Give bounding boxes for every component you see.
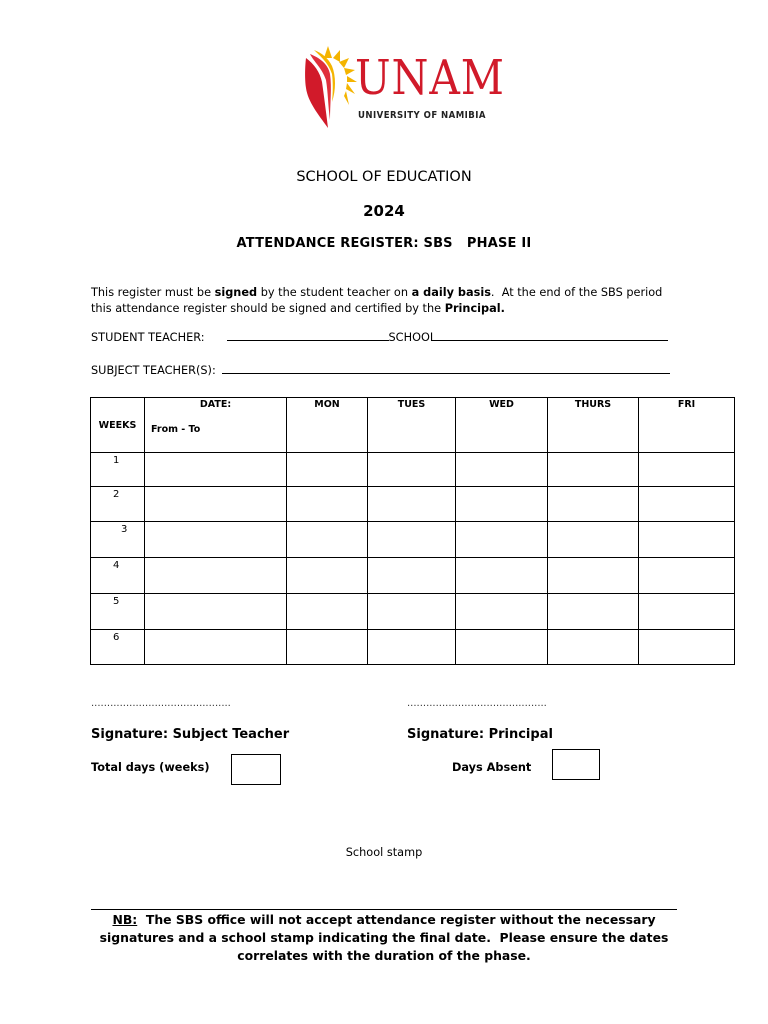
school-label: SCHOOL [388,331,437,344]
subject-teacher-signature-label: Signature: Subject Teacher [91,727,290,742]
intro-bold-daily: a daily basis [411,286,491,299]
nb-note [91,911,677,965]
table-row [91,487,735,522]
table-row [91,630,735,665]
tues-cell[interactable] [368,558,456,594]
mon-cell[interactable] [287,558,368,594]
wed-cell[interactable] [456,630,548,665]
intro-text-4: this attendance register should be signed and certified by the [91,301,445,315]
date-cell[interactable] [145,487,287,522]
intro-bold-signed: signed [214,286,258,299]
nb-line-2: signatures and a school stamp indicating the final date. Please ensure the dates [99,930,669,945]
note-divider [91,909,677,910]
thurs-cell[interactable] [548,558,639,594]
week-number: 3 [91,522,145,558]
school-stamp-label: School stamp [345,846,423,859]
thurs-cell[interactable] [548,594,639,630]
logo-wordmark: UNAM [355,50,505,106]
mon-cell[interactable] [287,487,368,522]
wed-cell[interactable] [456,453,548,487]
thurs-cell[interactable] [548,522,639,558]
table-row [91,558,735,594]
table-row [91,594,735,630]
thurs-cell[interactable] [548,487,639,522]
date-cell[interactable] [145,522,287,558]
tues-cell[interactable] [368,594,456,630]
fri-cell[interactable] [639,453,735,487]
day-header: FRI [639,398,735,453]
fri-cell[interactable] [639,558,735,594]
student-teacher-field[interactable] [227,329,389,341]
fri-cell[interactable] [639,594,735,630]
nb-line-3: correlates with the duration of the phase. [237,948,531,963]
date-cell[interactable] [145,558,287,594]
tues-cell[interactable] [368,630,456,665]
nb-key: NB: [112,912,138,927]
week-number: 5 [91,594,145,630]
mon-cell[interactable] [287,453,368,487]
subject-teacher-field[interactable] [222,362,670,374]
fri-cell[interactable] [639,630,735,665]
intro-text-1: This register must be [91,286,215,299]
days-absent-box[interactable] [552,749,600,780]
register-title: ATTENDANCE REGISTER: SBS PHASE II [236,236,532,251]
date-subheader: From - To [151,424,201,435]
intro-text-3: . At the end of the SBS period [490,286,663,299]
wed-cell[interactable] [456,487,548,522]
table-row [91,522,735,558]
year-heading: 2024 [363,202,405,220]
nb-line-1: The SBS office will not accept attendance register without the necessary [137,912,656,927]
thurs-cell[interactable] [548,453,639,487]
intro-paragraph [91,285,701,316]
total-days-label: Total days (weeks) [91,761,210,774]
unam-emblem-icon [300,44,360,134]
table-header-row [91,398,735,453]
weeks-header: WEEKS [91,398,145,453]
week-number: 1 [91,453,145,487]
table-row [91,453,735,487]
day-header: TUES [368,398,456,453]
logo-subtitle: UNIVERSITY OF NAMIBIA [358,110,486,121]
mon-cell[interactable] [287,522,368,558]
tues-cell[interactable] [368,522,456,558]
mon-cell[interactable] [287,594,368,630]
week-number: 4 [91,558,145,594]
wed-cell[interactable] [456,558,548,594]
subject-teacher-row [91,362,670,377]
week-number: 6 [91,630,145,665]
attendance-table [90,397,735,665]
wed-cell[interactable] [456,522,548,558]
days-absent-label: Days Absent [452,761,532,774]
fri-cell[interactable] [639,487,735,522]
intro-bold-principal: Principal. [444,301,505,315]
date-cell[interactable] [145,630,287,665]
principal-signature-line[interactable]: ............................................ [407,698,547,709]
tues-cell[interactable] [368,453,456,487]
tues-cell[interactable] [368,487,456,522]
day-header: THURS [548,398,639,453]
total-days-box[interactable] [231,754,281,785]
school-heading: SCHOOL OF EDUCATION [296,169,472,185]
date-cell[interactable] [145,594,287,630]
fri-cell[interactable] [639,522,735,558]
week-number: 2 [91,487,145,522]
subject-teacher-signature-line[interactable]: ............................................ [91,698,231,709]
student-teacher-label: STUDENT TEACHER: [91,331,205,344]
subject-teacher-label: SUBJECT TEACHER(S): [91,364,216,377]
day-header: MON [287,398,368,453]
wed-cell[interactable] [456,594,548,630]
mon-cell[interactable] [287,630,368,665]
intro-text-2: by the student teacher on [257,286,412,299]
day-header: WED [456,398,548,453]
principal-signature-label: Signature: Principal [407,727,553,742]
date-cell[interactable] [145,453,287,487]
thurs-cell[interactable] [548,630,639,665]
student-teacher-row [91,329,668,344]
date-header: DATE: From - To [145,398,287,453]
school-field[interactable] [436,329,668,341]
